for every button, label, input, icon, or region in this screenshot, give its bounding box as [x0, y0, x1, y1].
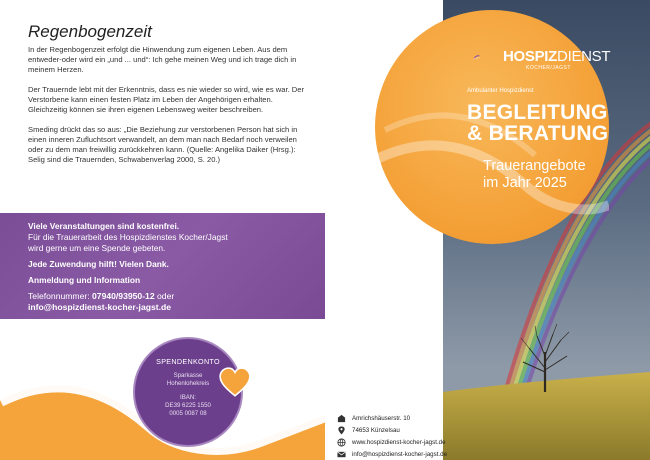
info-thanks: Jede Zuwendung hilft! Vielen Dank. — [28, 259, 169, 269]
logo-bold: HOSPIZ — [503, 48, 558, 65]
subheadline — [483, 158, 586, 192]
iban-2: 0005 0087 08 — [169, 410, 207, 417]
logo-thin: DIENST — [557, 48, 611, 65]
contact-city: 74653 Künzelsau — [352, 426, 400, 434]
contact-web[interactable]: www.hospizdienst-kocher-jagst.de — [352, 438, 446, 446]
phone-line — [28, 291, 315, 302]
contact-block — [337, 412, 447, 460]
section-title: Regenbogenzeit — [28, 22, 152, 41]
phone-number[interactable]: 07940/93950-12 — [92, 291, 155, 301]
info-donation-1: Für die Trauerarbeit des Hospizdienstes Kocher/Jagst — [28, 232, 228, 242]
ambulant-label: Ambulanter Hospizdienst — [467, 88, 534, 94]
headline — [467, 102, 608, 144]
building-icon — [337, 414, 346, 423]
right-panel — [325, 0, 650, 460]
subheadline-line-1: Trauerangebote — [483, 158, 586, 174]
bank-name-1: Sparkasse — [173, 372, 203, 379]
paragraph-2: Der Trauernde lebt mit der Erkenntnis, dass es nie wieder so wird, wie es war. Der Verstorbene kann einen festen Platz im Leben der Angehörigen erhalten. Gleichzeitig können sie ihren eigenen Lebensweg weiter beschreiben. — [28, 85, 305, 114]
phone-or: oder — [154, 291, 175, 301]
contact-web-row — [337, 436, 447, 448]
info-registration: Anmeldung und Information — [28, 275, 141, 285]
headline-line-1: BEGLEITUNG — [467, 101, 608, 124]
info-free: Viele Veranstaltungen sind kostenfrei. — [28, 221, 180, 231]
paragraph-3: Smeding drückt das so aus: „Die Beziehung zur verstorbenen Person hat sich in einen inneren Zufluchtsort verwandelt, an dem man nach Bedarf noch verweilen oder zu dem man freiwillig zurückkehren kann. (Quelle: Angelika Daiker (Hrsg.): Selig sind die Trauernden, Schwabenverlag 2000, S. 20.) — [28, 125, 298, 164]
contact-street: Amrichshäuserstr. 10 — [352, 414, 411, 422]
info-donation-2: wird gerne um eine Spende gebeten. — [28, 243, 166, 253]
iban-1: DE39 6225 1550 — [165, 402, 211, 409]
globe-icon — [337, 438, 346, 447]
logo-subtitle: KOCHER/JAGST — [526, 65, 571, 71]
contact-mail[interactable]: info@hospizdienst-kocher-jagst.de — [352, 450, 448, 458]
bank-name-2: Hohenlohekreis — [166, 380, 210, 387]
donation-heading: SPENDENKONTO — [156, 357, 220, 366]
contact-mail-row — [337, 448, 447, 460]
contact-street-row — [337, 412, 447, 424]
logo-mark-icon — [473, 44, 503, 70]
location-pin-icon — [337, 426, 346, 435]
phone-label: Telefonnummer: — [28, 291, 93, 301]
heart-icon — [218, 366, 252, 400]
body-text — [28, 45, 308, 175]
headline-line-2: & BERATUNG — [467, 122, 609, 145]
envelope-icon — [337, 450, 346, 459]
logo-text — [503, 48, 610, 65]
contact-city-row — [337, 424, 447, 436]
subheadline-line-2: im Jahr 2025 — [483, 175, 567, 191]
iban-label: IBAN: — [180, 394, 196, 401]
info-box — [0, 213, 325, 319]
paragraph-1: In der Regenbogenzeit erfolgt die Hinwendung zum eigenen Leben. Aus dem entweder-oder wird ein „und ... und“: Ich gehe meinen Weg und ich trage dich in meinem Herzen. — [28, 45, 297, 74]
info-email[interactable]: info@hospizdienst-kocher-jagst.de — [28, 302, 172, 312]
